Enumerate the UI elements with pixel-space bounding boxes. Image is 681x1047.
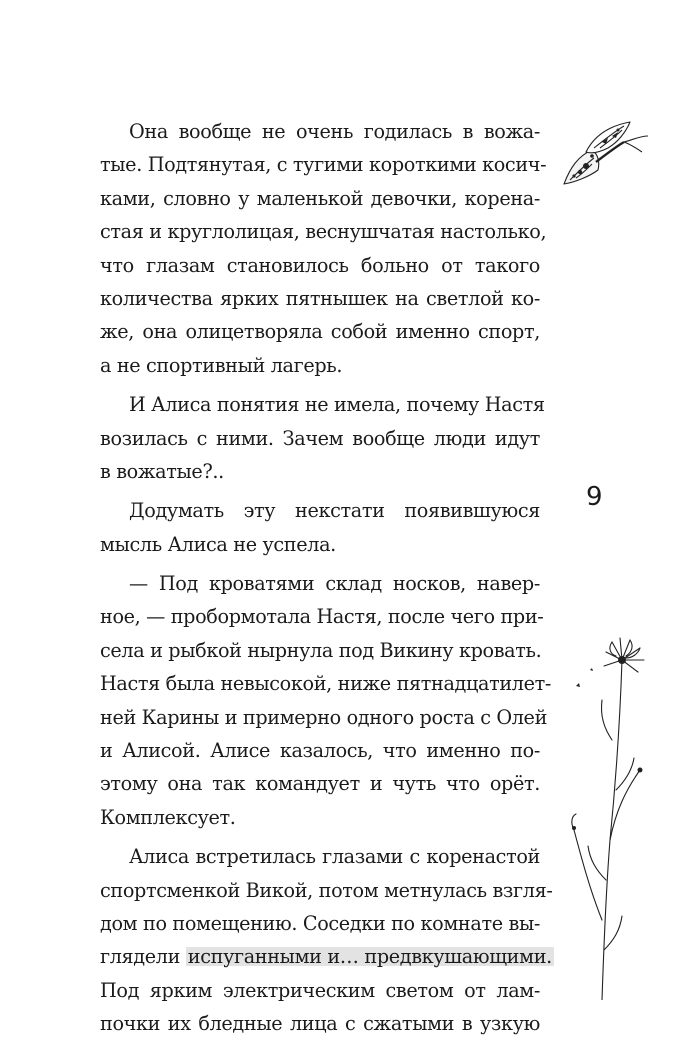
highlighted-text-line bbox=[100, 940, 552, 973]
text-line: ками, словно у маленькой девочки, корена- bbox=[100, 186, 540, 210]
paragraph-3 bbox=[100, 494, 540, 561]
text-line: Додумать эту некстати появившуюся bbox=[129, 499, 540, 523]
text-line: — Под кроватями склад носков, навер- bbox=[129, 572, 540, 596]
text-line: спортсменкой Викой, потом метнулась взгля- bbox=[100, 878, 553, 902]
text-line: Комплексует. bbox=[100, 805, 236, 829]
paragraph-5 bbox=[100, 840, 553, 1040]
body-text bbox=[100, 115, 553, 1047]
text-line: этому она так командует и чуть что орёт. bbox=[100, 772, 540, 796]
text-line: Алиса встретилась глазами с коренастой bbox=[129, 845, 540, 869]
text-line: что глазам становилось больно от такого bbox=[100, 253, 540, 277]
text-line: ней Карины и примерно одного роста с Олей bbox=[100, 705, 548, 729]
paragraph-1 bbox=[100, 115, 547, 382]
text-line: мысль Алиса не успела. bbox=[100, 532, 336, 556]
text-line: Она вообще не очень годилась в вожа- bbox=[129, 120, 540, 143]
paragraph-4 bbox=[100, 567, 552, 834]
text-line: стая и круглолицая, веснушчатая настолько, bbox=[100, 220, 547, 244]
text-line: Настя была невысокой, ниже пятнадцатилет- bbox=[100, 672, 552, 696]
text-line: же, она олицетворяла собой именно спорт, bbox=[100, 320, 540, 344]
text-line: села и рыбкой нырнула под Викину кровать. bbox=[100, 638, 542, 662]
paragraph-2 bbox=[100, 388, 545, 488]
page-number: 9 bbox=[586, 482, 603, 512]
text-line: в вожатые?.. bbox=[100, 459, 224, 483]
butterfly-icon bbox=[556, 118, 656, 198]
highlight-before: глядели bbox=[100, 945, 186, 969]
highlighted-phrase: испуганными и… предвкушающими. bbox=[187, 945, 552, 969]
text-line: а не спортивный лагерь. bbox=[100, 353, 343, 377]
text-line: почки их бледные лица с сжатыми в узкую bbox=[100, 1012, 540, 1036]
text-line: Под ярким электрическим светом от лам- bbox=[100, 978, 540, 1002]
text-line: И Алиса понятия не имела, почему Настя bbox=[129, 393, 545, 417]
text-line: ное, — пробормотала Настя, после чего при- bbox=[100, 605, 544, 629]
text-line: количества ярких пятнышек на светлой ко- bbox=[100, 286, 540, 310]
daisy-flower-icon bbox=[560, 620, 670, 1000]
text-line: тые. Подтянутая, с тугими короткими косич- bbox=[100, 153, 547, 177]
text-line: возилась с ними. Зачем вообще люди идут bbox=[100, 426, 540, 450]
text-line: и Алисой. Алисе казалось, что именно по- bbox=[100, 739, 540, 763]
text-line: дом по помещению. Соседки по комнате вы- bbox=[100, 911, 540, 935]
